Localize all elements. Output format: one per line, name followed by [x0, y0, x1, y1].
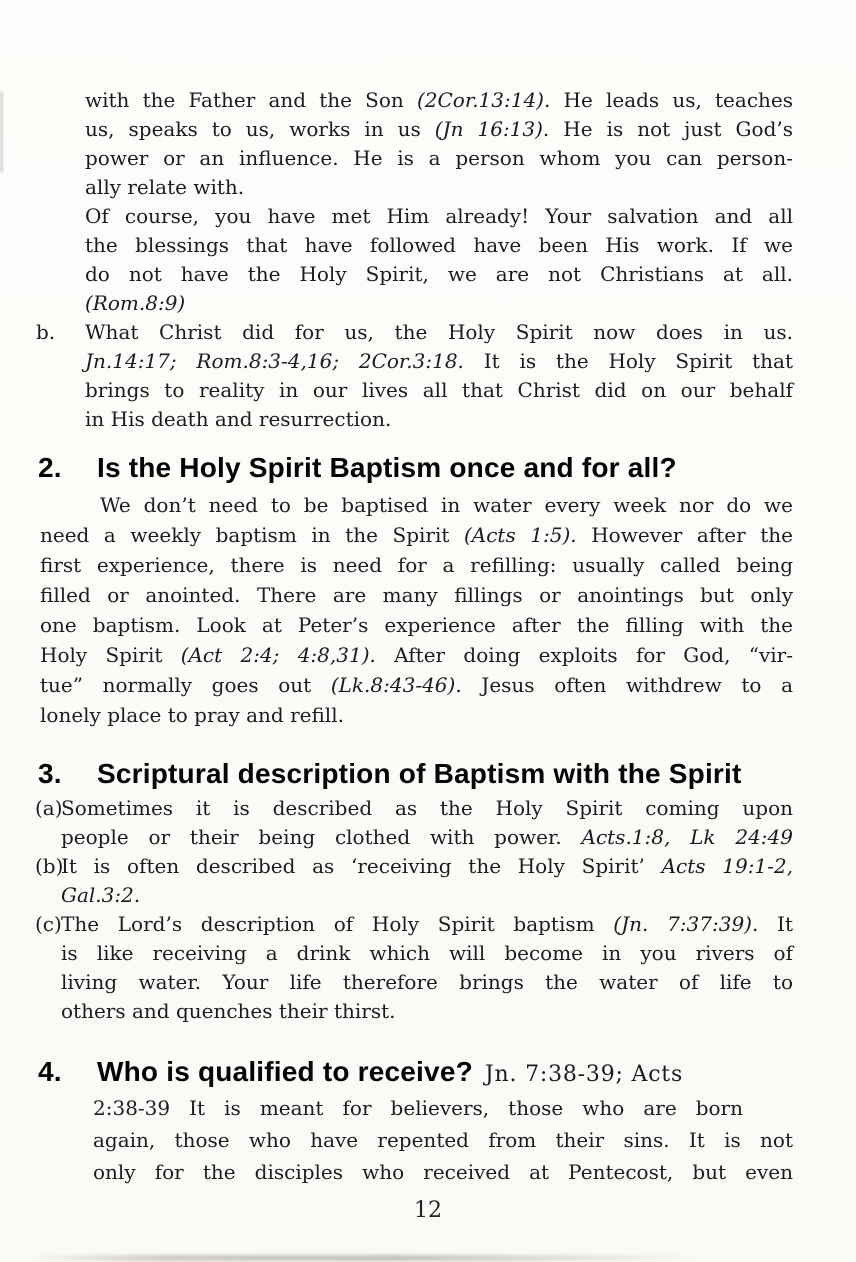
scripture-reference: (Jn 16:13). — [434, 117, 550, 141]
text-run: We don’t need to be baptised in water every week nor do we — [100, 493, 793, 517]
page-number: 12 — [414, 1198, 442, 1223]
text-run: Of course, you have met Him already! Your salvation and all — [85, 204, 793, 228]
text-run: in His death and resurrection. — [85, 407, 392, 431]
scripture-reference: (Act 2:4; 4:8,31). — [180, 643, 376, 667]
text-run: Holy Spirit — [40, 643, 181, 667]
text-run: first experience, there is need for a refilling: usually called being — [40, 553, 793, 577]
section-title: Is the Holy Spirit Baptism once and for all? — [97, 452, 677, 483]
text-line — [93, 1092, 743, 1124]
text-run: others and quenches their thirst. — [61, 999, 396, 1023]
text-line — [61, 881, 793, 910]
section-heading — [38, 1055, 816, 1092]
text-line — [93, 1156, 793, 1188]
list-marker: (a) — [35, 796, 63, 820]
text-run: again, those who have repented from their sins. It is not — [93, 1128, 793, 1152]
text-run: need a weekly baptism in the Spirit — [40, 523, 464, 547]
list-marker: (b) — [35, 854, 64, 878]
paragraph — [85, 86, 793, 318]
section-heading — [38, 451, 816, 485]
text-line — [40, 700, 793, 730]
text-line — [61, 939, 793, 968]
text-run: people or their being clothed with power. — [61, 825, 582, 849]
text-run: with the Father and the Son — [85, 88, 417, 112]
text-run: It — [758, 912, 793, 936]
scripture-reference: Gal.3:2. — [61, 883, 141, 907]
scan-edge-artifact — [0, 92, 3, 172]
text-line — [85, 260, 793, 289]
text-line — [85, 405, 793, 434]
list-item — [35, 852, 793, 910]
text-run: Jesus often withdrew to a — [461, 673, 794, 697]
paragraph — [40, 490, 793, 730]
text-run: He leads us, teaches — [550, 88, 793, 112]
text-run: the blessings that have followed have been His work. If we — [85, 233, 793, 257]
text-line — [85, 318, 793, 347]
text-line — [40, 550, 793, 580]
text-line — [85, 231, 793, 260]
text-run: filled or anointed. There are many fillings or anointings but only — [40, 583, 793, 607]
text-run: It is the Holy Spirit that — [463, 349, 793, 373]
text-run: is like receiving a drink which will become in you rivers of — [61, 941, 793, 965]
text-line — [85, 289, 793, 318]
text-line — [61, 794, 793, 823]
text-run: power or an influence. He is a person whom you can person- — [85, 146, 793, 170]
text-run: The Lord’s description of Holy Spirit baptism — [61, 912, 614, 936]
text-line — [61, 997, 793, 1026]
text-line — [40, 670, 793, 700]
section-number: 3. — [38, 758, 62, 789]
text-line — [40, 520, 793, 550]
text-line — [85, 347, 793, 376]
text-line — [85, 173, 793, 202]
text-run: brings to reality in our lives all that Christ did on our behalf — [85, 378, 793, 402]
text-line — [85, 86, 793, 115]
text-run: us, speaks to us, works in us — [85, 117, 435, 141]
text-line — [40, 640, 793, 670]
list-marker: b. — [36, 320, 56, 344]
section-title: Scriptural description of Baptism with the Spirit — [97, 758, 742, 789]
text-run: Sometimes it is described as the Holy Spirit coming upon — [61, 796, 793, 820]
text-line — [85, 376, 793, 405]
text-line — [40, 610, 793, 640]
text-line — [61, 910, 793, 939]
text-run: ally relate with. — [85, 175, 245, 199]
section-number: 4. — [38, 1056, 62, 1087]
text-run: lonely place to pray and refill. — [40, 703, 344, 727]
paragraph — [93, 1092, 793, 1188]
text-run: do not have the Holy Spirit, we are not Christians at all. — [85, 262, 793, 286]
text-line — [61, 852, 793, 881]
list-item — [35, 910, 793, 1026]
scripture-reference: (Acts 1:5). — [463, 523, 577, 547]
scripture-reference: (Jn. 7:37:39). — [613, 912, 759, 936]
text-run: only for the disciples who received at Pentecost, but even — [93, 1160, 793, 1184]
section-heading — [38, 757, 816, 791]
scripture-reference: Acts 19:1-2, — [661, 854, 793, 878]
scripture-reference: Jn.14:17; Rom.8:3-4,16; 2Cor.3:18. — [85, 349, 464, 373]
text-run: He is not just God’s — [549, 117, 793, 141]
heading-scripture-suffix: Jn. 7:38-39; Acts — [484, 1062, 684, 1087]
text-run: 2:38-39 It is meant for believers, those who are born — [93, 1096, 743, 1120]
scan-smudge-artifact — [28, 1255, 700, 1261]
text-run: After doing exploits for God, “vir- — [375, 643, 793, 667]
text-line — [40, 490, 793, 520]
text-line — [85, 202, 793, 231]
scripture-reference: (2Cor.13:14). — [416, 88, 551, 112]
text-line — [93, 1124, 793, 1156]
text-run: living water. Your life therefore brings the water of life to — [61, 970, 793, 994]
text-line — [61, 968, 793, 997]
text-line — [85, 144, 793, 173]
text-run: However after the — [576, 523, 794, 547]
text-line — [61, 823, 793, 852]
scripture-reference: Acts.1:8, Lk 24:49 — [581, 825, 793, 849]
text-run: It is often described as ‘receiving the Holy Spirit’ — [61, 854, 662, 878]
text-line — [40, 580, 793, 610]
text-run: tue” normally goes out — [40, 673, 331, 697]
text-run: What Christ did for us, the Holy Spirit now does in us. — [85, 320, 793, 344]
section-number: 2. — [38, 452, 62, 483]
page-footer — [0, 1196, 856, 1226]
scripture-reference: (Lk.8:43-46). — [330, 673, 462, 697]
list-item — [36, 318, 793, 434]
text-run: one baptism. Look at Peter’s experience after the filling with the — [40, 613, 793, 637]
text-line — [85, 115, 793, 144]
list-item — [35, 794, 793, 852]
list-marker: (c) — [35, 912, 62, 936]
section-title: Who is qualified to receive? — [97, 1056, 473, 1087]
scripture-reference: (Rom.8:9) — [85, 291, 186, 315]
